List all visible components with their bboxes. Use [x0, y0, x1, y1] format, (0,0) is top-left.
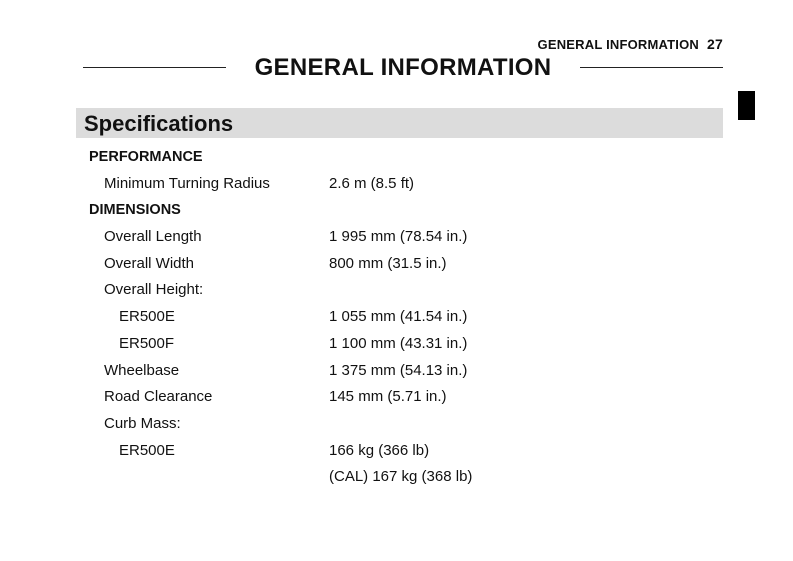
spec-label: Overall Width [104, 254, 195, 272]
spec-value: 166 kg (366 lb) [329, 441, 430, 459]
spec-value: 1 375 mm (54.13 in.) [329, 361, 468, 379]
spec-label: ER500F [119, 334, 175, 352]
spec-label: ER500E [119, 441, 175, 459]
spec-row [0, 277, 793, 304]
title-rule-right [580, 67, 723, 68]
spec-row [0, 251, 793, 278]
running-header-section: GENERAL INFORMATION [537, 37, 700, 52]
section-title: Specifications [84, 111, 234, 136]
spec-label: Road Clearance [104, 388, 213, 406]
spec-row [0, 171, 793, 198]
spec-row [0, 384, 793, 411]
spec-value: 1 055 mm (41.54 in.) [329, 308, 468, 326]
spec-label: Overall Length [104, 228, 202, 246]
spec-value: 145 mm (5.71 in.) [329, 388, 447, 406]
chapter-title-row [83, 54, 723, 84]
running-header [538, 36, 723, 52]
spec-label: Wheelbase [104, 361, 180, 379]
page-number: 27 [707, 36, 723, 52]
spec-label: Minimum Turning Radius [104, 174, 270, 192]
spec-row [0, 358, 793, 385]
spec-value: 1 995 mm (78.54 in.) [329, 228, 468, 246]
spec-value: 2.6 m (8.5 ft) [329, 174, 415, 192]
spec-row [0, 411, 793, 438]
spec-heading-label: DIMENSIONS [89, 202, 181, 219]
spec-label: Overall Height: [104, 281, 204, 299]
spec-label: Curb Mass: [104, 414, 181, 432]
spec-row [0, 438, 793, 465]
spec-value: 1 100 mm (43.31 in.) [329, 334, 468, 352]
spec-row [0, 331, 793, 358]
spec-value: (CAL) 167 kg (368 lb) [329, 468, 473, 486]
spec-row [0, 304, 793, 331]
spec-label: ER500E [119, 308, 175, 326]
spec-heading-performance [0, 144, 793, 171]
section-thumb-tab [738, 91, 755, 120]
spec-row [0, 224, 793, 251]
spec-value: 800 mm (31.5 in.) [329, 254, 447, 272]
chapter-title: GENERAL INFORMATION [254, 54, 552, 81]
spec-heading-label: PERFORMANCE [89, 149, 203, 165]
spec-row [0, 464, 793, 491]
spec-heading-dimensions [0, 197, 793, 224]
section-header-bar [76, 108, 723, 138]
spec-list [0, 144, 793, 491]
